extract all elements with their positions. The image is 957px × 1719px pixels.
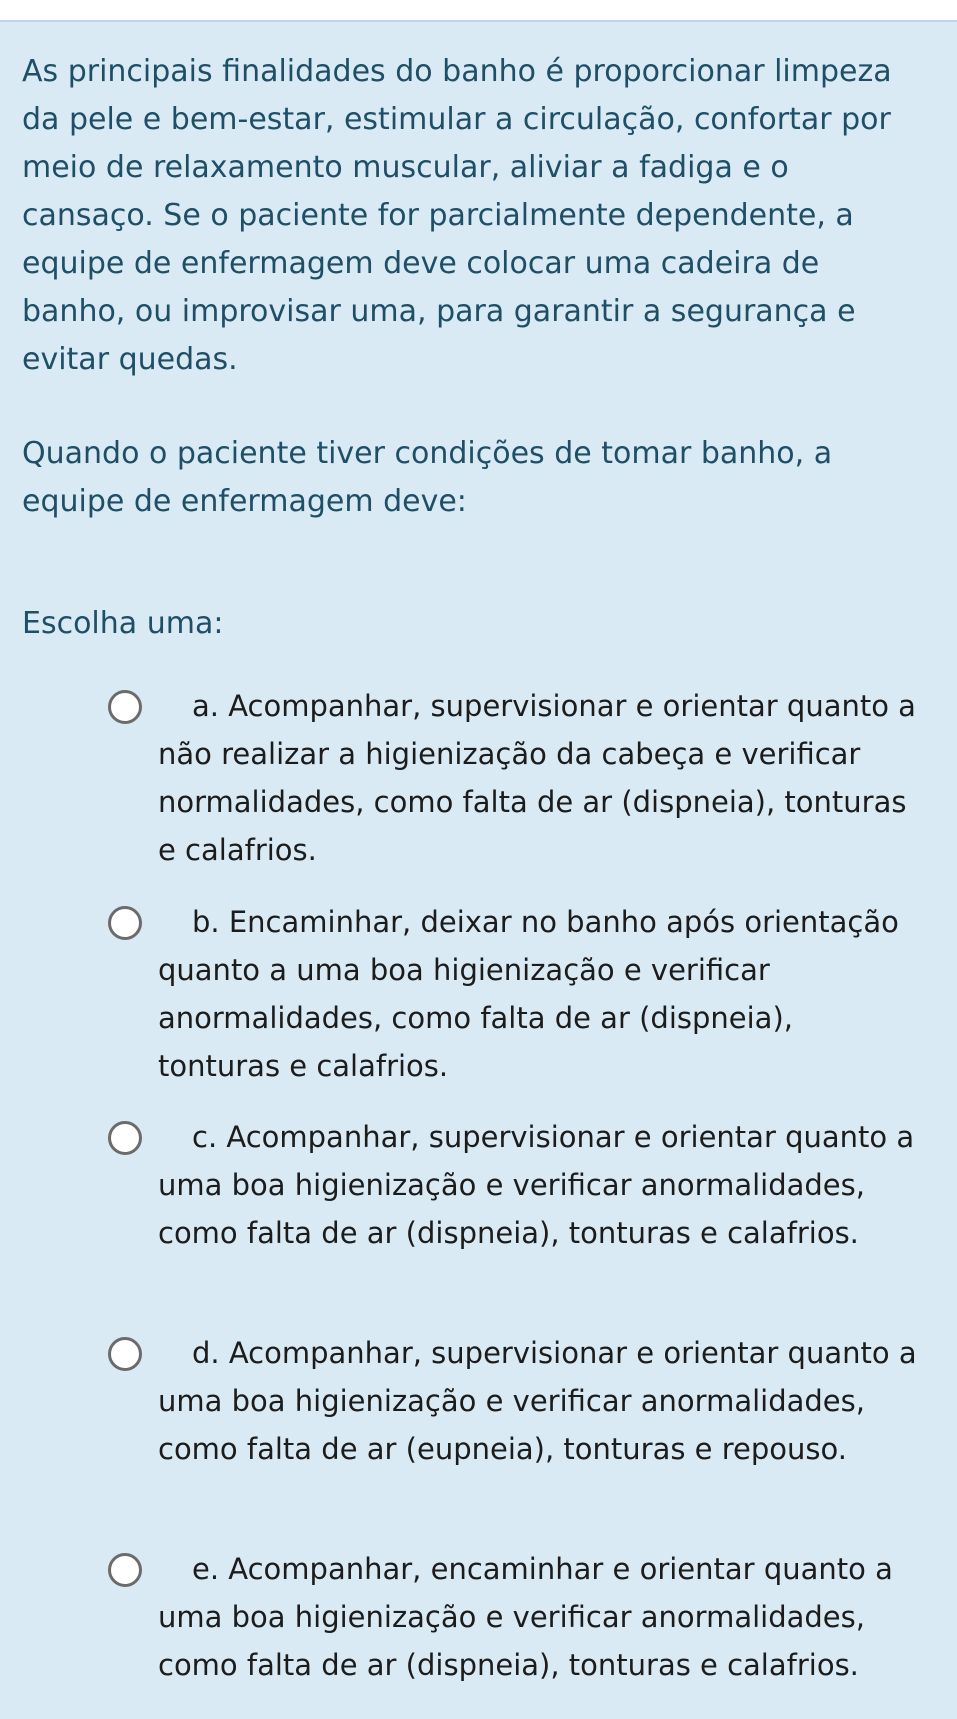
answer-label-b: b. Encaminhar, deixar no banho após orientação quanto a uma boa higienização e verificar anormalidades, como falta de ar (dispneia), tonturas e calafrios.: [158, 905, 899, 1083]
question-panel: [0, 20, 957, 1719]
answer-label-a: a. Acompanhar, supervisionar e orientar quanto a não realizar a higienização da cabeça e verificar normalidades, como falta de ar (dispneia), tonturas e calafrios.: [158, 689, 916, 867]
radio-button-b[interactable]: [108, 906, 142, 940]
choose-one-prompt: Escolha uma:: [22, 606, 224, 641]
radio-button-c[interactable]: [108, 1121, 142, 1155]
answer-label-c: c. Acompanhar, supervisionar e orientar quanto a uma boa higienização e verificar anormalidades, como falta de ar (dispneia), tonturas e calafrios.: [158, 1120, 915, 1250]
answer-label-e: e. Acompanhar, encaminhar e orientar quanto a uma boa higienização e verificar anormalidades, como falta de ar (dispneia), tonturas e calafrios.: [158, 1552, 893, 1682]
question-paragraph-ask: Quando o paciente tiver condições de tomar banho, a equipe de enfermagem deve:: [22, 436, 833, 519]
radio-button-e[interactable]: [108, 1553, 142, 1587]
radio-button-a[interactable]: [108, 690, 142, 724]
radio-button-d[interactable]: [108, 1337, 142, 1371]
answer-label-d: d. Acompanhar, supervisionar e orientar quanto a uma boa higienização e verificar anormalidades, como falta de ar (eupneia), tonturas e repouso.: [158, 1336, 917, 1466]
question-paragraph-intro: As principais finalidades do banho é proporcionar limpeza da pele e bem-estar, estimular a circulação, confortar por meio de relaxamento muscular, aliviar a fadiga e o cansaço. Se o paciente for parcialmente dependente, a equipe de enfermagem deve colocar uma cadeira de banho, ou improvisar uma, para garantir a segurança e evitar quedas.: [22, 54, 892, 377]
